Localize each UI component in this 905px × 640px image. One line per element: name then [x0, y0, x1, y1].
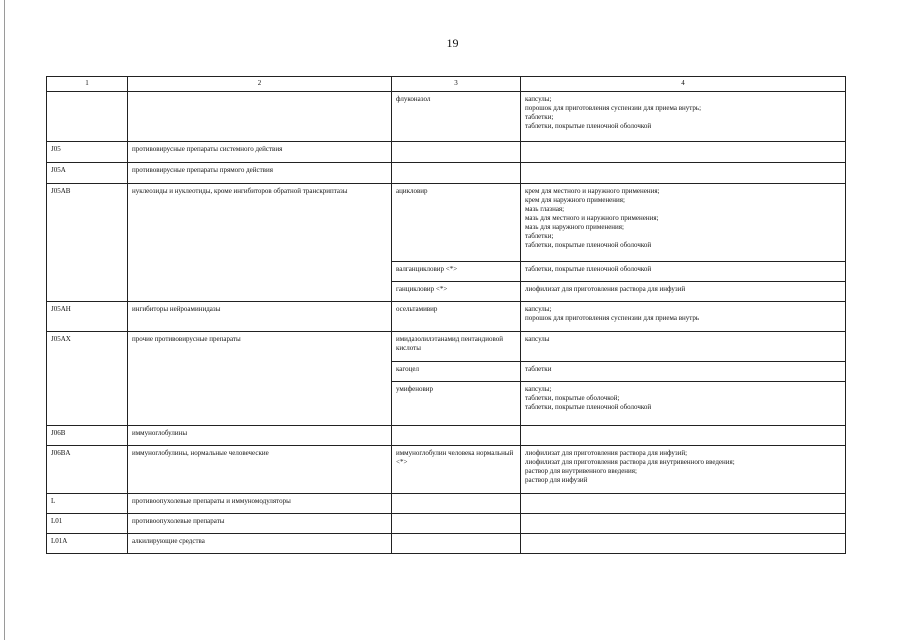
group-cell: ингибиторы нейроаминидазы [128, 302, 392, 332]
table-row [47, 514, 846, 534]
dosage-form-cell [521, 514, 846, 534]
group-cell: противоопухолевые препараты и иммуномодуляторы [128, 494, 392, 514]
dosage-form-cell: лиофилизат для приготовления раствора для инфузий; лиофилизат для приготовления раствора для внутривенного введения; раствор для внутривенного введения; раствор для инфузий [521, 446, 846, 494]
atc-code-cell: J05A [47, 163, 128, 184]
group-cell: алкилирующие средства [128, 534, 392, 554]
dosage-form-cell: капсулы; порошок для приготовления суспензии для приема внутрь; таблетки; таблетки, покрытые пленочной оболочкой [521, 92, 846, 142]
drug-cell: имидазолилэтанамид пентандиовой кислоты [392, 332, 521, 362]
table-row [47, 332, 846, 362]
column-header: 2 [128, 77, 392, 92]
table-header-row [47, 77, 846, 92]
drug-cell: кагоцел [392, 362, 521, 382]
dosage-form-cell [521, 426, 846, 446]
group-cell: противовирусные препараты системного действия [128, 142, 392, 163]
table-row [47, 142, 846, 163]
drug-cell: умифеновир [392, 382, 521, 426]
group-cell: противоопухолевые препараты [128, 514, 392, 534]
drug-cell: валганцикловир <*> [392, 262, 521, 282]
atc-code-cell: L [47, 494, 128, 514]
drug-cell: ацикловир [392, 184, 521, 262]
drug-cell: ганцикловир <*> [392, 282, 521, 302]
drug-cell [392, 494, 521, 514]
drug-cell [392, 142, 521, 163]
dosage-form-cell: таблетки, покрытые пленочной оболочкой [521, 262, 846, 282]
atc-code-cell: J06B [47, 426, 128, 446]
atc-code-cell: J05AX [47, 332, 128, 426]
table-row [47, 302, 846, 332]
atc-code-cell: L01A [47, 534, 128, 554]
dosage-form-cell [521, 534, 846, 554]
dosage-form-cell: крем для местного и наружного применения; крем для наружного применения; мазь глазная; мазь для местного и наружного применения; мазь для наружного применения; таблетки; таблетки, покрытые пленочной оболочкой [521, 184, 846, 262]
table-row [47, 534, 846, 554]
dosage-form-cell: лиофилизат для приготовления раствора для инфузий [521, 282, 846, 302]
drug-cell [392, 514, 521, 534]
atc-code-cell: J06BA [47, 446, 128, 494]
drug-table [46, 76, 846, 554]
drug-cell [392, 426, 521, 446]
dosage-form-cell: таблетки [521, 362, 846, 382]
drug-cell: иммуноглобулин человека нормальный <*> [392, 446, 521, 494]
table-row [47, 184, 846, 262]
column-header: 4 [521, 77, 846, 92]
table-row [47, 494, 846, 514]
dosage-form-cell [521, 142, 846, 163]
drug-cell [392, 163, 521, 184]
column-header: 3 [392, 77, 521, 92]
atc-code-cell: L01 [47, 514, 128, 534]
drug-cell: осельтамивир [392, 302, 521, 332]
page-edge-line [4, 0, 5, 640]
table-row [47, 426, 846, 446]
table-row [47, 163, 846, 184]
atc-code-cell: J05AB [47, 184, 128, 302]
group-cell: прочие противовирусные препараты [128, 332, 392, 426]
drug-cell: флуконазол [392, 92, 521, 142]
table-row [47, 92, 846, 142]
table-row [47, 446, 846, 494]
group-cell [128, 92, 392, 142]
dosage-form-cell: капсулы [521, 332, 846, 362]
dosage-form-cell [521, 494, 846, 514]
group-cell: иммуноглобулины, нормальные человеческие [128, 446, 392, 494]
dosage-form-cell [521, 163, 846, 184]
atc-code-cell: J05 [47, 142, 128, 163]
atc-code-cell: J05AH [47, 302, 128, 332]
column-header: 1 [47, 77, 128, 92]
drug-cell [392, 534, 521, 554]
group-cell: нуклеозиды и нуклеотиды, кроме ингибиторов обратной транскриптазы [128, 184, 392, 302]
group-cell: иммуноглобулины [128, 426, 392, 446]
dosage-form-cell: капсулы; порошок для приготовления суспензии для приема внутрь [521, 302, 846, 332]
atc-code-cell [47, 92, 128, 142]
page-number: 19 [446, 36, 459, 50]
group-cell: противовирусные препараты прямого действия [128, 163, 392, 184]
dosage-form-cell: капсулы; таблетки, покрытые оболочкой; таблетки, покрытые пленочной оболочкой [521, 382, 846, 426]
